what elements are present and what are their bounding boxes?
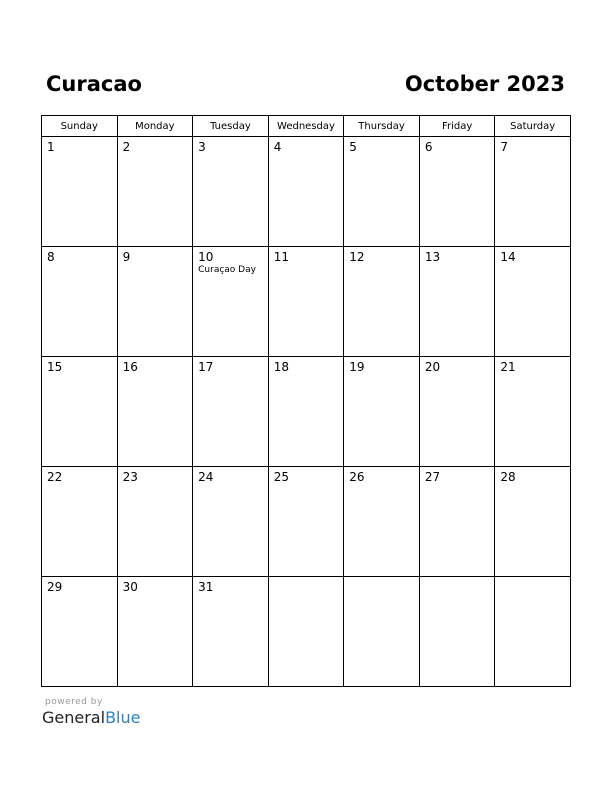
day-cell xyxy=(268,137,344,247)
day-cell xyxy=(42,357,118,467)
day-cell xyxy=(344,357,420,467)
day-cell xyxy=(419,357,495,467)
day-cell xyxy=(495,137,571,247)
day-number: 6 xyxy=(424,140,433,154)
day-cell xyxy=(344,467,420,577)
day-number: 1 xyxy=(47,140,55,154)
day-cell xyxy=(193,467,269,577)
holiday-label: Curaçao Day xyxy=(198,265,256,275)
day-number: 3 xyxy=(198,140,206,154)
day-cell xyxy=(42,577,118,687)
day-cell xyxy=(268,247,344,357)
day-cell xyxy=(117,247,193,357)
day-number xyxy=(420,577,495,580)
day-number xyxy=(269,577,344,580)
day-number: 27 xyxy=(424,470,441,484)
day-number: 18 xyxy=(273,360,289,374)
day-cell xyxy=(495,467,571,577)
day-number: 31 xyxy=(198,580,214,594)
day-cell xyxy=(193,137,269,247)
weekday-header: Sunday xyxy=(42,116,118,137)
week-row xyxy=(42,137,571,247)
day-cell xyxy=(193,247,269,357)
day-number: 7 xyxy=(500,140,509,154)
day-number: 24 xyxy=(198,470,214,484)
day-number: 15 xyxy=(47,360,63,374)
brand-name-blue: Blue xyxy=(105,708,141,727)
day-number: 19 xyxy=(349,360,365,374)
day-number: 4 xyxy=(273,140,282,154)
day-cell xyxy=(344,247,420,357)
day-cell xyxy=(117,577,193,687)
weekday-header: Wednesday xyxy=(268,116,344,137)
day-number: 14 xyxy=(500,250,516,264)
day-number: 23 xyxy=(122,470,138,484)
day-cell xyxy=(117,467,193,577)
week-row xyxy=(42,467,571,577)
day-cell xyxy=(495,247,571,357)
day-number: 12 xyxy=(349,250,365,264)
day-cell xyxy=(193,577,269,687)
week-row xyxy=(42,357,571,467)
brand-logo xyxy=(42,708,140,727)
day-number: 26 xyxy=(349,470,365,484)
day-number: 13 xyxy=(424,250,441,264)
day-cell xyxy=(268,357,344,467)
brand-name-general: General xyxy=(42,708,106,727)
weekday-header: Saturday xyxy=(495,116,571,137)
day-cell xyxy=(419,137,495,247)
day-number: 25 xyxy=(273,470,289,484)
calendar-country-title: Curacao xyxy=(46,72,142,96)
day-number: 17 xyxy=(198,360,214,374)
day-number: 28 xyxy=(500,470,516,484)
day-number xyxy=(495,577,570,580)
brand-footer xyxy=(42,697,140,728)
day-cell xyxy=(42,137,118,247)
week-row xyxy=(42,577,571,687)
day-number: 29 xyxy=(47,580,63,594)
day-cell xyxy=(419,577,495,687)
weekday-header: Monday xyxy=(117,116,193,137)
day-cell xyxy=(42,247,118,357)
day-number: 9 xyxy=(122,250,131,264)
powered-by-text: powered by xyxy=(45,697,103,707)
day-cell xyxy=(344,577,420,687)
day-cell xyxy=(42,467,118,577)
day-cell xyxy=(495,357,571,467)
day-number: 30 xyxy=(122,580,138,594)
day-number: 5 xyxy=(349,140,357,154)
day-number: 22 xyxy=(47,470,63,484)
day-number: 16 xyxy=(122,360,138,374)
day-number: 20 xyxy=(424,360,441,374)
day-cell xyxy=(268,577,344,687)
weekday-header: Thursday xyxy=(344,116,420,137)
day-number: 2 xyxy=(122,140,131,154)
weekday-header-row xyxy=(42,116,571,137)
day-cell xyxy=(495,577,571,687)
day-cell xyxy=(419,247,495,357)
day-cell xyxy=(117,137,193,247)
day-cell xyxy=(419,467,495,577)
day-number: 11 xyxy=(273,250,289,264)
day-cell xyxy=(193,357,269,467)
weekday-header: Tuesday xyxy=(193,116,269,137)
calendar-month-title: October 2023 xyxy=(404,72,565,96)
week-row xyxy=(42,247,571,357)
day-number xyxy=(344,577,419,580)
day-cell xyxy=(344,137,420,247)
day-number: 21 xyxy=(500,360,516,374)
weekday-header: Friday xyxy=(419,116,495,137)
day-number: 8 xyxy=(47,250,55,264)
day-number: 10 xyxy=(198,250,214,264)
calendar-grid xyxy=(41,115,571,687)
day-cell xyxy=(117,357,193,467)
day-cell xyxy=(268,467,344,577)
